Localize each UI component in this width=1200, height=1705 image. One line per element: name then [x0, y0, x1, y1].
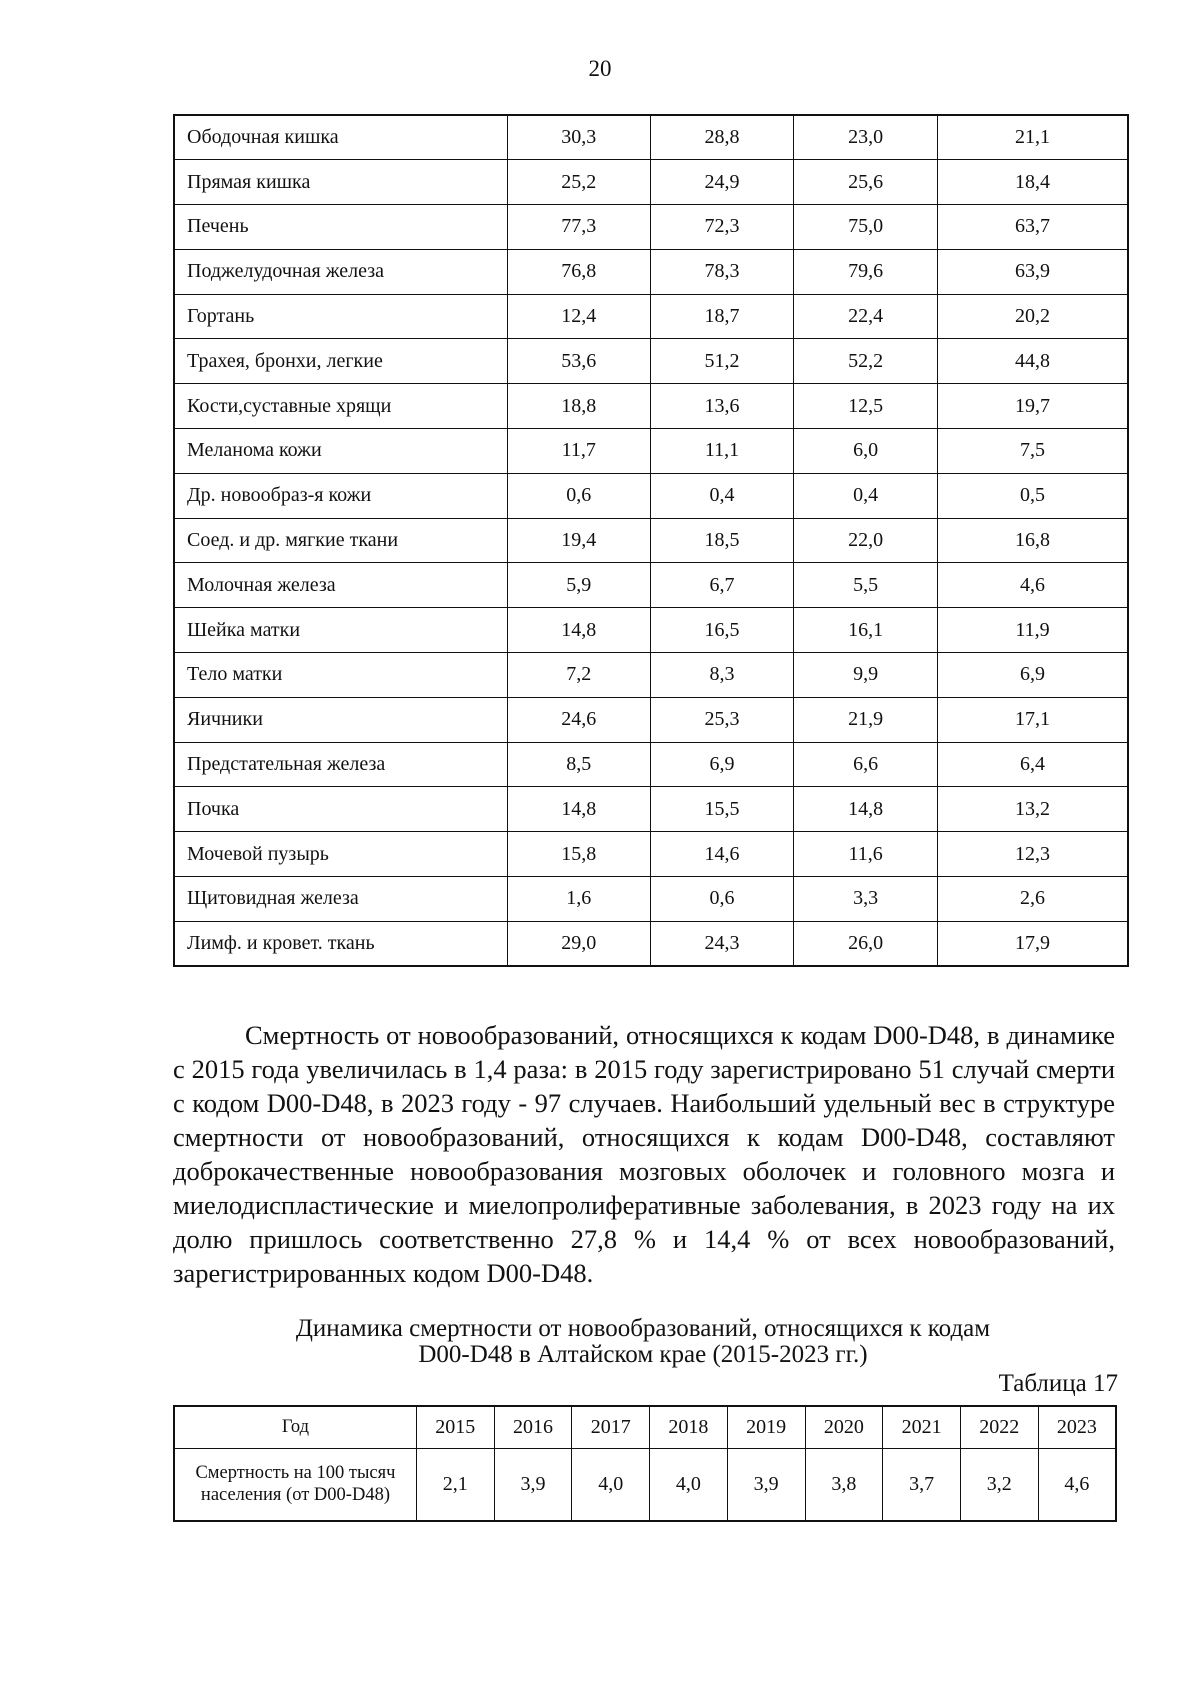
value-cell: 4,0: [650, 1448, 728, 1521]
row-label: Предстательная железа: [174, 742, 507, 787]
value-cell: 77,3: [507, 205, 650, 250]
row-label: Прямая кишка: [174, 160, 507, 205]
table-row: [174, 115, 1128, 160]
year-cell: 2020: [805, 1406, 883, 1448]
value-cell: 14,8: [507, 608, 650, 653]
value-cell: 22,4: [794, 294, 938, 339]
value-cell: 16,8: [937, 518, 1128, 563]
table-row: [174, 160, 1128, 205]
row-label: Поджелудочная железа: [174, 249, 507, 294]
body-paragraph: Смертность от новообразований, относящихся к кодам D00-D48, в динамике с 2015 года увеличилась в 1,4 раза: в 2015 году зарегистрировано 51 случай смерти с кодом D00-D48, в 2023 году - 97 случаев. Наибольший удельный вес в структуре смертности от новообразований, относящихся к кодам D00-D48, составляют доброкачественные новообразования мозговых оболочек и головного мозга и миелодиспластические и миелопролиферативные заболевания, в 2023 году на их долю пришлось соответственно 27,8 % и 14,4 % от всех новообразований, зарегистрированных кодом D00-D48.: [173, 1020, 1115, 1288]
table-caption: [173, 1316, 1113, 1368]
value-cell: 3,2: [960, 1448, 1038, 1521]
value-cell: 63,7: [937, 205, 1128, 250]
year-values-row: [174, 1448, 1116, 1521]
value-cell: 0,4: [650, 473, 794, 518]
page-number: 20: [588, 56, 612, 81]
value-cell: 4,0: [572, 1448, 650, 1521]
value-cell: 16,5: [650, 608, 794, 653]
yearly-mortality-table: [173, 1405, 1117, 1522]
value-cell: 44,8: [937, 339, 1128, 384]
value-cell: 12,3: [937, 832, 1128, 877]
value-cell: 12,5: [794, 384, 938, 429]
table-row: [174, 473, 1128, 518]
table-row: [174, 384, 1128, 429]
value-cell: 4,6: [937, 563, 1128, 608]
year-cell: 2021: [883, 1406, 961, 1448]
value-cell: 6,9: [650, 742, 794, 787]
row-label: Ободочная кишка: [174, 115, 507, 160]
row-label: Кости,суставные хрящи: [174, 384, 507, 429]
value-cell: 30,3: [507, 115, 650, 160]
value-cell: 53,6: [507, 339, 650, 384]
value-cell: 6,4: [937, 742, 1128, 787]
caption-line-1: Динамика смертности от новообразований, относящихся к кодам: [295, 1315, 991, 1342]
value-cell: 7,5: [937, 429, 1128, 474]
table-row: [174, 608, 1128, 653]
row-label: Почка: [174, 787, 507, 832]
table-row: [174, 249, 1128, 294]
value-cell: 22,0: [794, 518, 938, 563]
value-cell: 19,7: [937, 384, 1128, 429]
value-cell: 8,3: [650, 653, 794, 698]
row-label: Трахея, бронхи, легкие: [174, 339, 507, 384]
value-cell: 11,6: [794, 832, 938, 877]
value-cell: 0,6: [507, 473, 650, 518]
value-cell: 3,9: [727, 1448, 805, 1521]
value-cell: 0,6: [650, 877, 794, 922]
value-cell: 11,9: [937, 608, 1128, 653]
value-cell: 8,5: [507, 742, 650, 787]
value-cell: 21,9: [794, 697, 938, 742]
year-cell: 2018: [650, 1406, 728, 1448]
value-cell: 20,2: [937, 294, 1128, 339]
value-cell: 25,3: [650, 697, 794, 742]
value-cell: 11,7: [507, 429, 650, 474]
year-cell: 2017: [572, 1406, 650, 1448]
value-cell: 4,6: [1038, 1448, 1116, 1521]
value-cell: 0,4: [794, 473, 938, 518]
value-cell: 24,3: [650, 921, 794, 966]
row-label: Щитовидная железа: [174, 877, 507, 922]
value-cell: 18,5: [650, 518, 794, 563]
value-cell: 6,9: [937, 653, 1128, 698]
value-cell: 24,6: [507, 697, 650, 742]
year-header-row: [174, 1406, 1116, 1448]
row-label: Тело матки: [174, 653, 507, 698]
value-cell: 63,9: [937, 249, 1128, 294]
row-label: Меланома кожи: [174, 429, 507, 474]
value-cell: 14,8: [507, 787, 650, 832]
row-label: Мочевой пузырь: [174, 832, 507, 877]
table-row: [174, 921, 1128, 966]
value-cell: 17,1: [937, 697, 1128, 742]
mortality-by-site-table: [173, 114, 1129, 967]
value-cell: 18,7: [650, 294, 794, 339]
value-cell: 24,9: [650, 160, 794, 205]
value-cell: 13,2: [937, 787, 1128, 832]
table-row: [174, 563, 1128, 608]
value-cell: 51,2: [650, 339, 794, 384]
value-cell: 14,6: [650, 832, 794, 877]
table-row: [174, 742, 1128, 787]
table-row: [174, 339, 1128, 384]
row-label: Смертность на 100 тысяч населения (от D00-D48): [174, 1448, 416, 1521]
value-cell: 25,6: [794, 160, 938, 205]
row-label: Соед. и др. мягкие ткани: [174, 518, 507, 563]
value-cell: 26,0: [794, 921, 938, 966]
value-cell: 72,3: [650, 205, 794, 250]
year-cell: 2019: [727, 1406, 805, 1448]
value-cell: 29,0: [507, 921, 650, 966]
value-cell: 17,9: [937, 921, 1128, 966]
value-cell: 1,6: [507, 877, 650, 922]
row-label: Молочная железа: [174, 563, 507, 608]
table-row: [174, 877, 1128, 922]
value-cell: 2,1: [416, 1448, 494, 1521]
value-cell: 13,6: [650, 384, 794, 429]
table-row: [174, 429, 1128, 474]
value-cell: 25,2: [507, 160, 650, 205]
value-cell: 3,7: [883, 1448, 961, 1521]
caption-line-2: D00-D48 в Алтайском крае (2015-2023 гг.): [418, 1341, 868, 1368]
value-cell: 0,5: [937, 473, 1128, 518]
table-row: [174, 832, 1128, 877]
value-cell: 75,0: [794, 205, 938, 250]
value-cell: 3,3: [794, 877, 938, 922]
value-cell: 2,6: [937, 877, 1128, 922]
value-cell: 14,8: [794, 787, 938, 832]
value-cell: 76,8: [507, 249, 650, 294]
value-cell: 78,3: [650, 249, 794, 294]
value-cell: 6,0: [794, 429, 938, 474]
value-cell: 6,7: [650, 563, 794, 608]
value-cell: 9,9: [794, 653, 938, 698]
year-cell: 2015: [416, 1406, 494, 1448]
value-cell: 5,5: [794, 563, 938, 608]
table-row: [174, 205, 1128, 250]
row-label: Гортань: [174, 294, 507, 339]
value-cell: 3,8: [805, 1448, 883, 1521]
table-row: [174, 518, 1128, 563]
table-row: [174, 787, 1128, 832]
value-cell: 18,8: [507, 384, 650, 429]
value-cell: 18,4: [937, 160, 1128, 205]
value-cell: 19,4: [507, 518, 650, 563]
value-cell: 21,1: [937, 115, 1128, 160]
value-cell: 12,4: [507, 294, 650, 339]
year-cell: 2022: [960, 1406, 1038, 1448]
row-label: Печень: [174, 205, 507, 250]
row-label: Шейка матки: [174, 608, 507, 653]
value-cell: 3,9: [494, 1448, 572, 1521]
value-cell: 7,2: [507, 653, 650, 698]
value-cell: 6,6: [794, 742, 938, 787]
table-row: [174, 653, 1128, 698]
table-row: [174, 697, 1128, 742]
table-number: Таблица 17: [998, 1370, 1118, 1397]
year-cell: 2023: [1038, 1406, 1116, 1448]
row-label: Лимф. и кровет. ткань: [174, 921, 507, 966]
value-cell: 79,6: [794, 249, 938, 294]
year-cell: 2016: [494, 1406, 572, 1448]
value-cell: 28,8: [650, 115, 794, 160]
value-cell: 16,1: [794, 608, 938, 653]
value-cell: 5,9: [507, 563, 650, 608]
value-cell: 23,0: [794, 115, 938, 160]
row-label: Яичники: [174, 697, 507, 742]
value-cell: 15,8: [507, 832, 650, 877]
year-header-label: Год: [174, 1406, 416, 1448]
row-label: Др. новообраз-я кожи: [174, 473, 507, 518]
value-cell: 15,5: [650, 787, 794, 832]
table-row: [174, 294, 1128, 339]
value-cell: 11,1: [650, 429, 794, 474]
value-cell: 52,2: [794, 339, 938, 384]
